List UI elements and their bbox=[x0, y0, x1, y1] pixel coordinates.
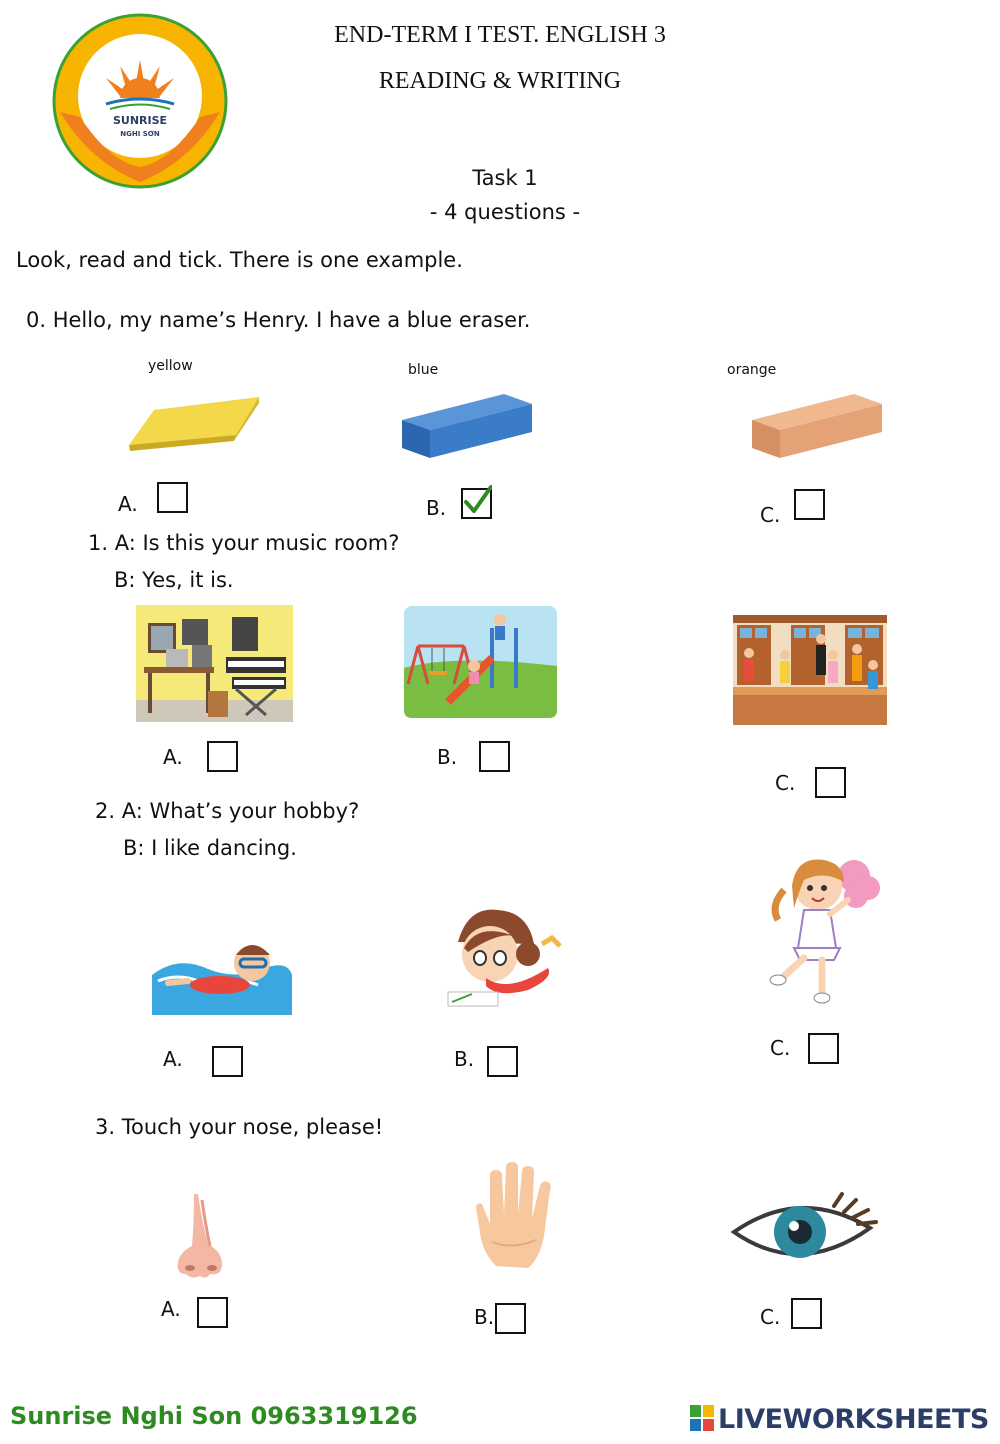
q0-option-a-label: A. bbox=[118, 492, 138, 516]
question-1-line-b: B: Yes, it is. bbox=[114, 568, 234, 592]
hand-image bbox=[472, 1162, 562, 1270]
q0-option-c-checkbox[interactable] bbox=[794, 489, 825, 520]
music-room-image bbox=[136, 605, 293, 722]
q2-option-c-checkbox[interactable] bbox=[808, 1033, 839, 1064]
q1-option-b-label: B. bbox=[437, 745, 458, 769]
logo-text: SUNRISE bbox=[112, 114, 168, 127]
library-image bbox=[733, 615, 887, 725]
task-instruction: Look, read and tick. There is one example. bbox=[16, 248, 463, 272]
q2-option-b-label: B. bbox=[454, 1047, 475, 1071]
q0-option-c-label: C. bbox=[760, 503, 781, 527]
q2-option-a-checkbox[interactable] bbox=[212, 1046, 243, 1077]
q2-option-c-label: C. bbox=[770, 1036, 791, 1060]
question-2-line-b: B: I like dancing. bbox=[123, 836, 297, 860]
question-0-text: 0. Hello, my name’s Henry. I have a blue eraser. bbox=[26, 308, 531, 332]
q1-option-c-label: C. bbox=[775, 771, 796, 795]
q1-option-b-checkbox[interactable] bbox=[479, 741, 510, 772]
q3-option-b-checkbox[interactable] bbox=[495, 1303, 526, 1334]
q2-option-b-checkbox[interactable] bbox=[487, 1046, 518, 1077]
orange-eraser-image bbox=[748, 390, 886, 468]
caption-orange: orange bbox=[727, 362, 777, 378]
liveworksheets-brand: LIVEWORKSHEETS bbox=[718, 1403, 989, 1435]
q3-option-a-checkbox[interactable] bbox=[197, 1297, 228, 1328]
task-count: - 4 questions - bbox=[429, 200, 581, 224]
q0-option-b-label: B. bbox=[426, 496, 447, 520]
q0-option-b-checkbox[interactable] bbox=[461, 488, 492, 519]
swimming-boy-image bbox=[148, 935, 293, 1017]
q1-option-a-label: A. bbox=[163, 745, 183, 769]
question-2-line-a: 2. A: What’s your hobby? bbox=[95, 799, 360, 823]
logo-subtext: NGHI SƠN bbox=[120, 130, 160, 138]
liveworksheets-icon bbox=[690, 1405, 716, 1433]
cheerleader-girl-image bbox=[764, 850, 889, 1008]
q0-option-a-checkbox[interactable] bbox=[157, 482, 188, 513]
q1-option-a-checkbox[interactable] bbox=[207, 741, 238, 772]
q3-option-c-checkbox[interactable] bbox=[791, 1298, 822, 1329]
yellow-eraser-image bbox=[124, 385, 264, 460]
playground-image bbox=[404, 606, 557, 718]
q3-option-b-label: B. bbox=[474, 1305, 495, 1329]
question-1-line-a: 1. A: Is this your music room? bbox=[88, 531, 400, 555]
q2-option-a-label: A. bbox=[163, 1047, 183, 1071]
q3-option-a-label: A. bbox=[161, 1297, 181, 1321]
test-subtitle: READING & WRITING bbox=[378, 68, 622, 94]
school-logo bbox=[50, 12, 230, 190]
blue-eraser-image bbox=[398, 390, 536, 468]
caption-blue: blue bbox=[408, 362, 439, 378]
liveworksheets-logo[interactable] bbox=[690, 1402, 989, 1436]
drawing-girl-image bbox=[428, 898, 568, 1013]
question-3-text: 3. Touch your nose, please! bbox=[95, 1115, 384, 1139]
q1-option-c-checkbox[interactable] bbox=[815, 767, 846, 798]
test-title: END-TERM I TEST. ENGLISH 3 bbox=[334, 22, 666, 48]
q3-option-c-label: C. bbox=[760, 1305, 781, 1329]
task-name: Task 1 bbox=[472, 166, 538, 190]
checkmark-icon bbox=[461, 484, 492, 515]
nose-image bbox=[172, 1192, 234, 1280]
footer-contact: Sunrise Nghi Son 0963319126 bbox=[10, 1402, 418, 1430]
caption-yellow: yellow bbox=[148, 358, 193, 374]
eye-image bbox=[730, 1192, 880, 1270]
